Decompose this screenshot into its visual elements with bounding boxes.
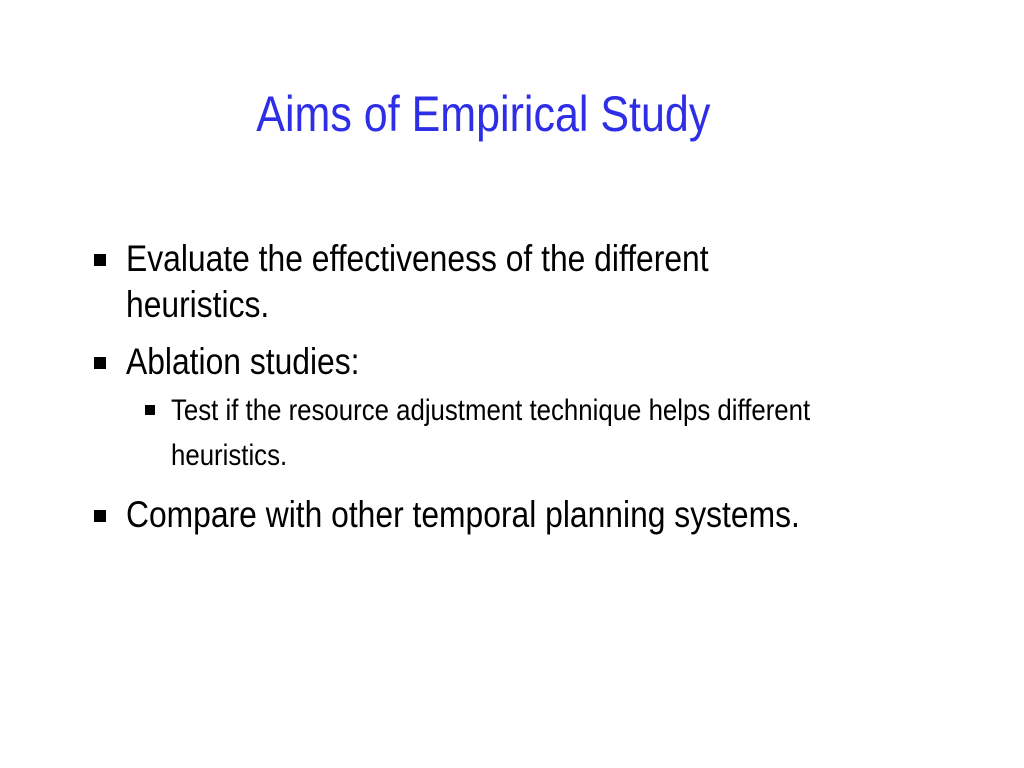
slide-title: Aims of Empirical Study	[256, 86, 711, 142]
sub-bullet-text: Test if the resource adjustment technique helps different heuristics.	[171, 394, 811, 472]
bullet-item	[88, 236, 948, 328]
square-bullet-icon	[94, 254, 106, 266]
square-bullet-icon	[94, 510, 106, 522]
square-bullet-icon	[145, 405, 155, 415]
bullet-text: Compare with other temporal planning systems.	[126, 494, 800, 535]
bullet-text: Evaluate the effectiveness of the different heuristics.	[126, 238, 709, 325]
bullet-list	[88, 236, 948, 549]
sub-bullet-item	[88, 388, 948, 478]
bullet-text: Ablation studies:	[126, 341, 360, 382]
square-bullet-icon	[94, 357, 106, 369]
bullet-item	[88, 339, 948, 385]
bullet-item	[88, 492, 948, 538]
